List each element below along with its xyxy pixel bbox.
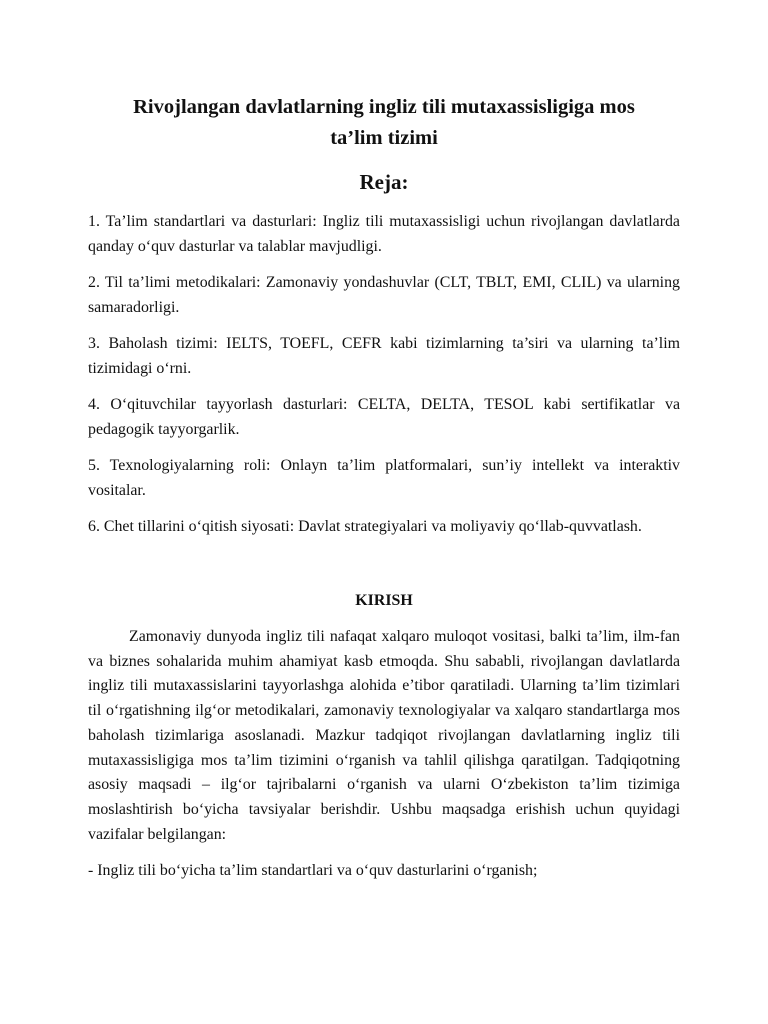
plan-item-4: 4. O‘qituvchilar tayyorlash dasturlari: CELTA, DELTA, TESOL kabi sertifikatlar va pedagogik tayyorgarlik. xyxy=(88,396,680,438)
task-list xyxy=(88,859,680,883)
document-page xyxy=(88,92,680,883)
task-item-1: - Ingliz tili bo‘yicha ta’lim standartlari va o‘quv dasturlarini o‘rganish; xyxy=(88,862,538,880)
plan-item-5: 5. Texnologiyalarning roli: Onlayn ta’lim platformalari, sun’iy intellekt va interaktiv vositalar. xyxy=(88,457,680,499)
plan-item-1: 1. Ta’lim standartlari va dasturlari: Ingliz tili mutaxassisligi uchun rivojlangan davlatlarda qanday o‘quv dasturlar va talablar mavjudligi. xyxy=(88,213,680,255)
plan-list xyxy=(88,209,680,539)
plan-item-3: 3. Baholash tizimi: IELTS, TOEFL, CEFR kabi tizimlarning ta’siri va ularning ta’lim tizimidagi o‘rni. xyxy=(88,335,680,377)
plan-heading: Reja: xyxy=(359,170,409,194)
plan-item-2: 2. Til ta’limi metodikalari: Zamonaviy yondashuvlar (CLT, TBLT, EMI, CLIL) va ularning samaradorligi. xyxy=(88,274,680,316)
plan-item-6: 6. Chet tillarini o‘qitish siyosati: Davlat strategiyalari va moliyaviy qo‘llab-quvvatlash. xyxy=(88,518,642,535)
title-line-1: Rivojlangan davlatlarning ingliz tili mutaxassisligiga mos xyxy=(133,96,635,118)
document-title xyxy=(88,92,680,154)
intro-paragraph: Zamonaviy dunyoda ingliz tili nafaqat xalqaro muloqot vositasi, balki ta’lim, ilm-fan va biznes sohalarida muhim ahamiyat kasb etmoqda. Shu sababli, rivojlangan davlatlarda ingliz tili mutaxassislarini tayyorlashga alohida e’tibor qaratiladi. Ularning ta’lim tizimlari til o‘rgatishning ilg‘or metodikalari, zamonaviy texnologiyalar va xalqaro standartlarga mos baholash tizimlariga asoslanadi. Mazkur tadqiqot rivojlangan davlatlarning ingliz tili mutaxassisligiga mos ta’lim tizimini o‘rganish va tahlil qilishga qaratilgan. Tadqiqotning asosiy maqsadi – ilg‘or tajribalarni o‘rganish va ularni O‘zbekiston ta’lim tizimiga moslashtirish bo‘yicha tavsiyalar berishdir. Ushbu maqsadga erishish uchun quyidagi vazifalar belgilangan: xyxy=(88,628,680,843)
title-line-2: ta’lim tizimi xyxy=(330,127,438,149)
intro-heading: KIRISH xyxy=(355,592,413,609)
